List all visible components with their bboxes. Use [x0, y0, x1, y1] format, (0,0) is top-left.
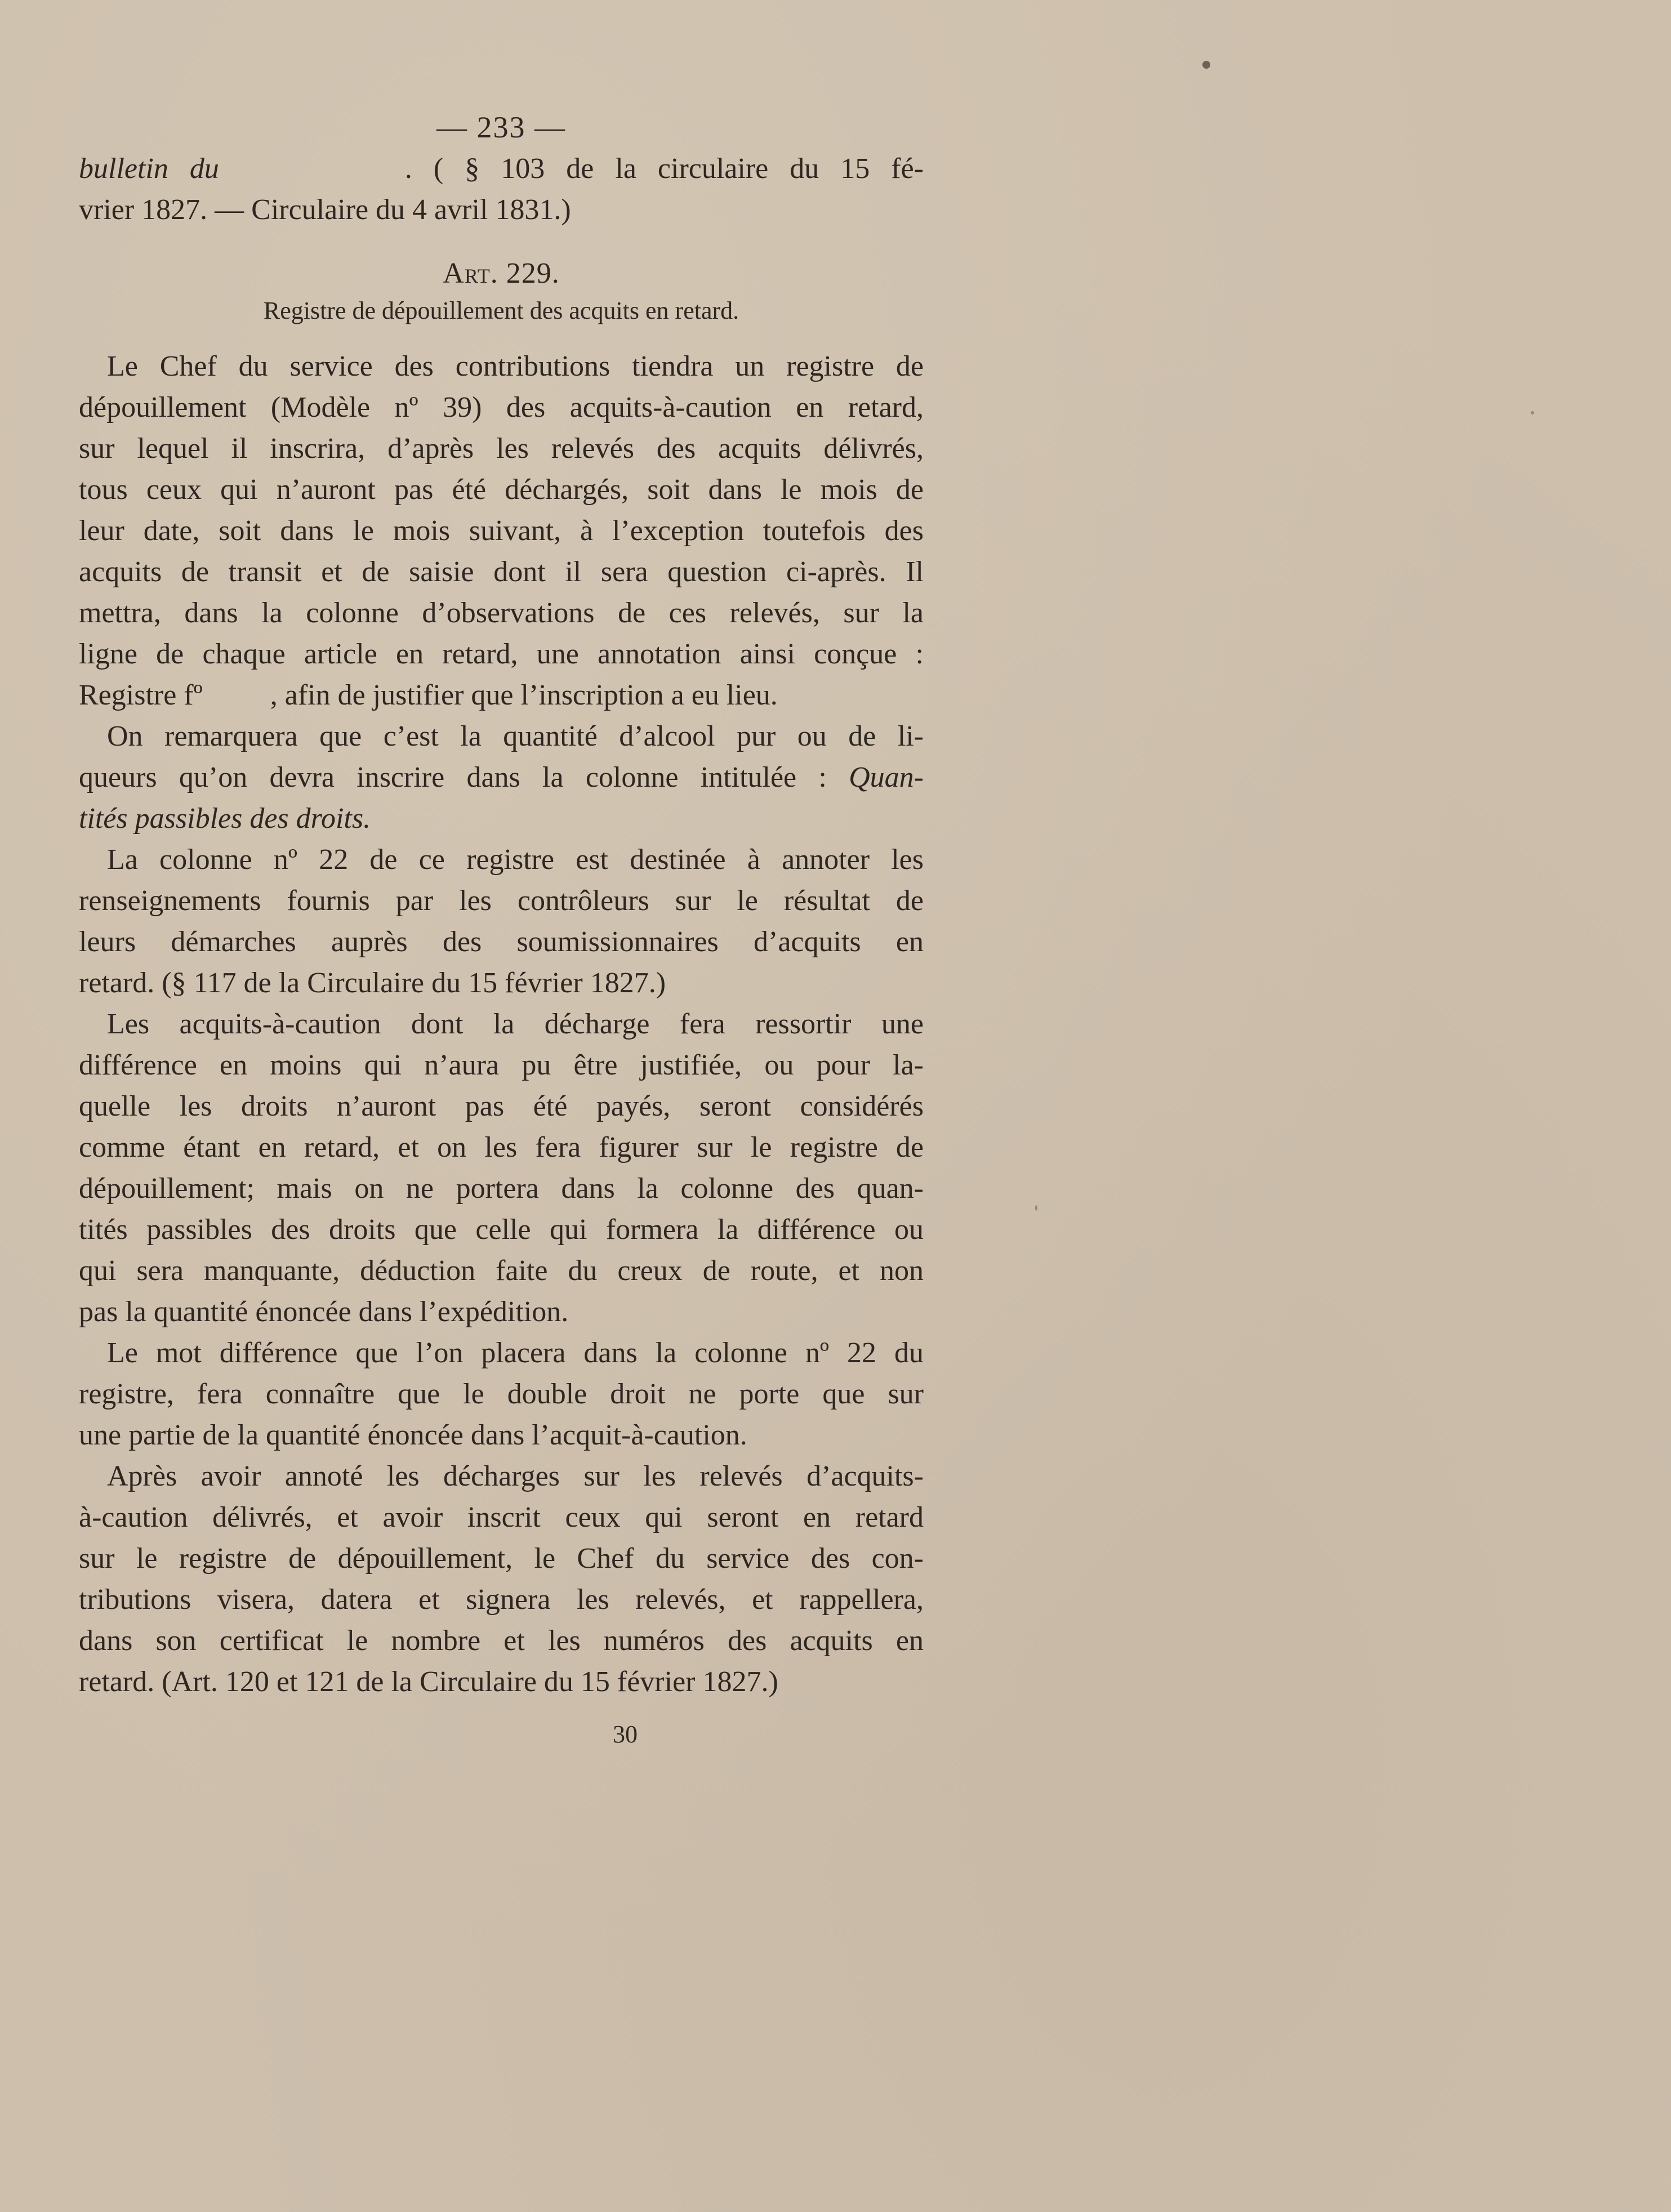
signature-mark: 30 — [613, 1720, 638, 1748]
p6-line: à-caution délivrés, et avoir inscrit ceux qui seront en retard — [79, 1501, 924, 1533]
intro-line-1 — [79, 148, 924, 189]
p2-line-italic: tités passibles des droits. — [79, 802, 371, 835]
p6-last-line: retard. (Art. 120 et 121 de la Circulaire du 15 février 1827.) — [79, 1666, 778, 1698]
page-text — [79, 107, 924, 1755]
p4-line: qui sera manquante, déduction faite du creux de route, et non — [79, 1255, 924, 1287]
intro-line-2: vrier 1827. — Circulaire du 4 avril 1831.) — [79, 194, 571, 226]
article-heading — [79, 253, 924, 294]
intro-rest: . ( § 103 de la circulaire du 15 fé- — [404, 153, 924, 185]
p1-line: acquits de transit et de saisie dont il sera question ci-après. Il — [79, 556, 924, 588]
article-prefix: Art. — [443, 257, 498, 289]
p5-line: Le mot différence que l’on placera dans la colonne nº 22 du — [107, 1337, 924, 1369]
p1-justifier: , afin de justifier que l’inscription a eu lieu. — [270, 679, 778, 711]
p3-line: renseignements fournis par les contrôleurs sur le résultat de — [79, 885, 924, 917]
p1-line: sur lequel il inscrira, d’après les relevés des acquits délivrés, — [79, 432, 924, 465]
p2-plain: queurs qu’on devra inscrire dans la colonne intitulée : — [79, 761, 827, 793]
p2-italic: Quan- — [849, 761, 924, 793]
p3-last-line: retard. (§ 117 de la Circulaire du 15 février 1827.) — [79, 967, 666, 999]
paper-speck — [1035, 1205, 1037, 1211]
article-subtitle: Registre de dépouillement des acquits en retard. — [263, 297, 739, 324]
p6-line: Après avoir annoté les décharges sur les relevés d’acquits- — [107, 1460, 924, 1492]
p3-line: leurs démarches auprès des soumissionnaires d’acquits en — [79, 926, 924, 958]
p6-line: tributions visera, datera et signera les relevés, et rappellera, — [79, 1584, 924, 1616]
p6-line: dans son certificat le nombre et les numéros des acquits en — [79, 1625, 924, 1657]
p4-line: tités passibles des droits que celle qui formera la différence ou — [79, 1214, 924, 1246]
p1-line: ligne de chaque article en retard, une annotation ainsi conçue : — [79, 638, 924, 670]
p1-last-line — [79, 675, 924, 716]
p4-line: différence en moins qui n’aura pu être justifiée, ou pour la- — [79, 1049, 924, 1081]
p1-line: leur date, soit dans le mois suivant, à l’exception toutefois des — [79, 515, 924, 547]
p1-line: mettra, dans la colonne d’observations de ces relevés, sur la — [79, 597, 924, 629]
p1-line: dépouillement (Modèle nº 39) des acquits-à-caution en retard, — [79, 391, 924, 423]
p4-line: Les acquits-à-caution dont la décharge fera ressortir une — [107, 1008, 924, 1040]
paper-speck — [1531, 411, 1534, 414]
p5-last-line: une partie de la quantité énoncée dans l’acquit-à-caution. — [79, 1419, 747, 1451]
p1-line: Le Chef du service des contributions tiendra un registre de — [107, 350, 924, 382]
p2-line: On remarquera que c’est la quantité d’alcool pur ou de li- — [107, 720, 924, 752]
page-number: — 233 — — [436, 110, 566, 144]
article-number: 229. — [506, 257, 560, 289]
p6-line: sur le registre de dépouillement, le Chef du service des con- — [79, 1542, 924, 1575]
p4-line: dépouillement; mais on ne portera dans la colonne des quan- — [79, 1172, 924, 1205]
p5-line: registre, fera connaître que le double droit ne porte que sur — [79, 1378, 924, 1410]
p3-line: La colonne nº 22 de ce registre est destinée à annoter les — [107, 844, 924, 876]
p1-registre: Registre fº — [79, 679, 203, 711]
paper-speck — [1202, 61, 1210, 69]
p1-line: tous ceux qui n’auront pas été déchargés, soit dans le mois de — [79, 474, 924, 506]
p4-line: comme étant en retard, et on les fera figurer sur le registre de — [79, 1131, 924, 1163]
p2-line — [79, 757, 924, 798]
intro-italic: bulletin du — [79, 153, 219, 185]
p4-line: quelle les droits n’auront pas été payés, seront considérés — [79, 1090, 924, 1122]
p4-last-line: pas la quantité énoncée dans l’expédition. — [79, 1296, 569, 1328]
